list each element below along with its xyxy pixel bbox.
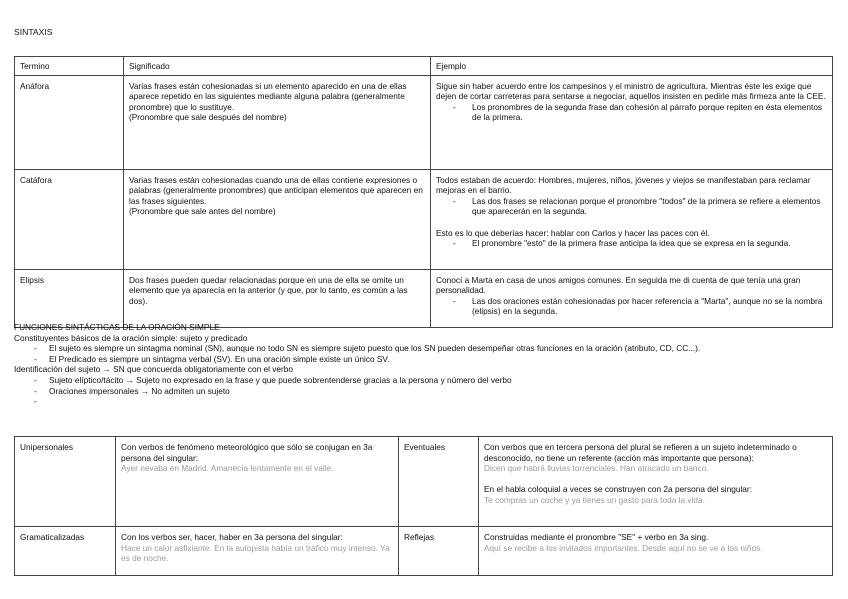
table-row — [15, 169, 833, 269]
meaning-text: Varias frases están cohesionadas si un elemento aparecido en una de ellas aparece repetido en las siguientes mediante alguna palabra (generalmente pronombre) que lo sustituye. — [129, 80, 407, 112]
meaning-note: (Pronombre que sale después del nombre) — [129, 112, 287, 123]
header-cell: Ejemplo — [431, 57, 833, 76]
empty-list-item — [14, 396, 834, 407]
document-title: SINTAXIS — [14, 27, 53, 37]
table-row — [15, 269, 833, 327]
desc-cell — [479, 527, 833, 576]
list-item: - El sujeto es siempre un sintagma nominal (SN), aunque no todo SN es siempre sujeto puesto que los SN pueden desempeñar otras funciones en la oración (atributo, CD, CC...). — [14, 343, 834, 354]
example-text: Esto es lo que deberías hacer: hablar con Carlos y hacer las paces con él. — [436, 227, 710, 238]
example-bullet: - Las dos oraciones están cohesionadas por hacer referencia a "Marta", aunque no se la nombra (elipsis) en la segunda. — [436, 296, 827, 317]
meaning-text: Varias frases están cohesionadas cuando una de ellas contiene expresiones o palabras (generalmente pronombres) que anticipan elementos que aparecen en las frases siguientes. — [129, 174, 423, 206]
desc-text: Construidas mediante el pronombre "SE" + verbo en 3a sing. — [484, 532, 709, 542]
constituents-heading: Constituyentes básicos de la oración simple: sujeto y predicado — [14, 332, 248, 343]
desc-cell — [116, 437, 399, 527]
table-row — [15, 437, 833, 527]
example-bullet: - El pronombre "esto" de la primera frase anticipa la idea que se expresa en la segunda. — [436, 238, 827, 249]
term-cell: Eventuales — [399, 437, 479, 527]
table-row — [15, 75, 833, 169]
term-cell: Gramaticalizadas — [15, 527, 116, 576]
example-bullet: - Las dos frases se relacionan porque el pronombre "todos" de la primera se refiere a elementos que aparecerán en la segunda. — [436, 196, 827, 217]
example-text: Conocí a Marta en casa de unos amigos comunes. En seguida me di cuenta de que tenía una gran personalidad. — [436, 274, 801, 296]
example-text: Aquí se recibe a los invitados importantes. Desde aquí no se ve a los niños. — [484, 542, 763, 553]
desc-text: Con verbos de fenómeno meteorológico que sólo se conjugan en 3a persona del singular: — [121, 442, 373, 463]
cohesion-table — [14, 56, 833, 328]
desc-text: En el habla coloquial a veces se construyen con 2a persona del singular: — [484, 484, 752, 495]
meaning-note: (Pronombre que sale antes del nombre) — [129, 206, 276, 217]
header-cell: Termino — [15, 57, 124, 76]
desc-text: Con los verbos ser, hacer, haber en 3a persona del singular: — [121, 532, 343, 542]
example-cell — [431, 169, 833, 269]
list-item: - Sujeto elíptico/tácito → Sujeto no expresado en la frase y que puede sobrentenderse gracias a la persona y número del verbo — [14, 375, 834, 386]
list-item: - Oraciones impersonales → No admiten un sujeto — [14, 386, 834, 397]
identification-heading: Identificación del sujeto → SN que concuerda obligatoriamente con el verbo — [14, 364, 294, 375]
meaning-text: Dos frases pueden quedar relacionadas porque en una de ella se omite un elemento que ya aparecía en la anterior (y que, por lo tanto, es común a las dos). — [129, 274, 408, 306]
section-heading: FUNCIONES SINTÁCTICAS DE LA ORACIÓN SIMPLE — [14, 322, 220, 332]
impersonal-sentences-table — [14, 436, 833, 576]
example-bullet: - Los pronombres de la segunda frase dan cohesión al párrafo porque repiten en ésta elementos de la primera. — [436, 102, 827, 123]
example-text: Hace un calor asfixiante. En la autopista había un tráfico muy intenso. Ya es de noche. — [121, 542, 390, 564]
term-cell: Unipersonales — [15, 437, 116, 527]
term-cell: Catáfora — [15, 169, 124, 269]
constituents-list — [14, 343, 834, 364]
table-header-row — [15, 57, 833, 76]
example-text: Dicen que habrá lluvias torrenciales. Han atracado un banco. — [484, 463, 709, 474]
identification-list — [14, 375, 834, 407]
list-item: - El Predicado es siempre un sintagma verbal (SV). En una oración simple existe un único SV. — [14, 354, 834, 365]
desc-cell — [479, 437, 833, 527]
desc-text: Con verbos que en tercera persona del plural se refieren a un sujeto indeterminado o desconocido, no tiene un referente (acción más importante que persona): — [484, 442, 797, 463]
syntax-functions-section — [14, 322, 834, 407]
meaning-cell — [124, 169, 431, 269]
meaning-cell — [124, 75, 431, 169]
header-cell: Significado — [124, 57, 431, 76]
example-cell — [431, 75, 833, 169]
example-text: Sigue sin haber acuerdo entre los campesinos y el ministro de agricultura. Mientras éste les exige que dejen de cortar carreteras para sentarse a negociar, aquellos insisten en pedirle más firmeza ante la CEE. — [436, 80, 826, 102]
desc-cell — [116, 527, 399, 576]
example-text: Todos estaban de acuerdo: Hombres, mujeres, niños, jóvenes y viejos se manifestaban para reclamar mejoras en el barrio. — [436, 174, 811, 196]
term-cell: Reflejas — [399, 527, 479, 576]
example-text: Te compras un coche y ya tienes un gasto para toda la vida. — [484, 494, 705, 505]
example-text: Ayer nevaba en Madrid. Amanecía lentamente en el valle. — [121, 463, 334, 474]
example-cell — [431, 269, 833, 327]
meaning-cell — [124, 269, 431, 327]
term-cell: Elipsis — [15, 269, 124, 327]
table-row — [15, 527, 833, 576]
term-cell: Anáfora — [15, 75, 124, 169]
